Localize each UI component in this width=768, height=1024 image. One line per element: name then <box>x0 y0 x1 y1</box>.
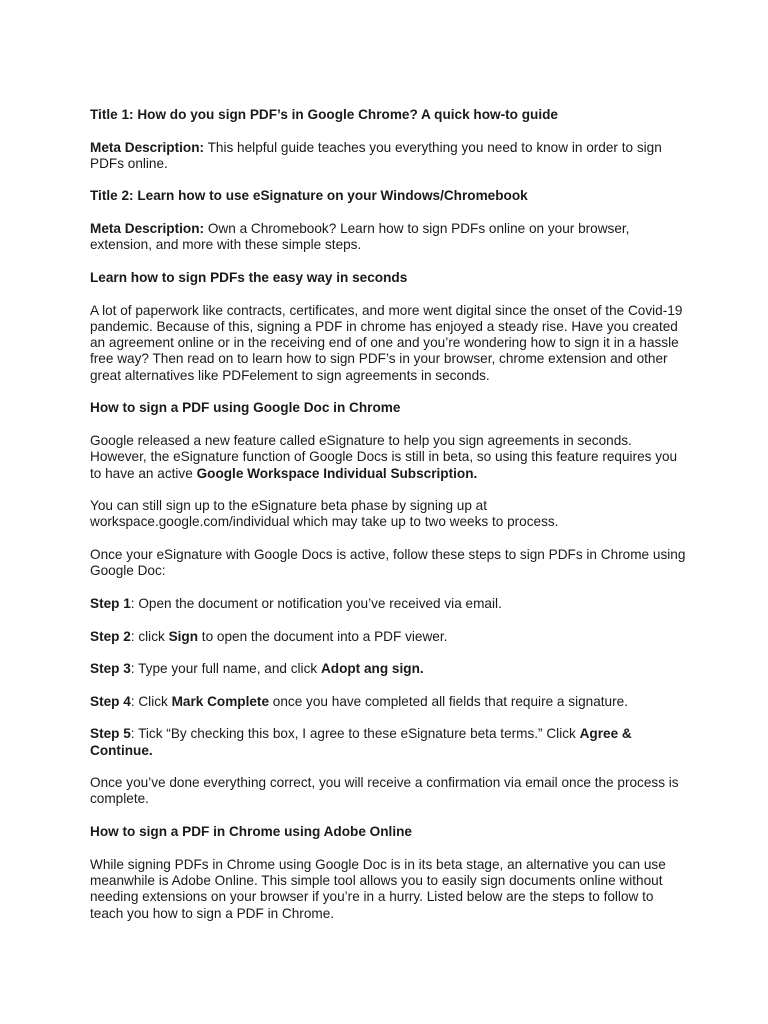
step-text: : Open the document or notification you’ve received via email. <box>130 595 502 611</box>
section-heading-intro: Learn how to sign PDFs the easy way in seconds <box>90 269 408 285</box>
confirmation-paragraph: Once you’ve done everything correct, you will receive a confirmation via email once the process is complete. <box>90 775 679 807</box>
title-1: Title 1: How do you sign PDF’s in Google Chrome? A quick how-to guide <box>90 107 558 122</box>
step-label: Step 5 <box>90 726 131 742</box>
step-3 <box>90 661 688 677</box>
step-text: : Tick “By checking this box, I agree to these eSignature beta terms.” Click <box>130 726 580 742</box>
step-2 <box>90 629 688 645</box>
meta-description-label: Meta Description: <box>90 139 205 155</box>
step-text: to open the document into a PDF viewer. <box>198 628 448 644</box>
step-emphasis: Sign <box>168 628 199 644</box>
meta-description-text: Own a Chromebook? Learn how to sign PDFs online on your browser, extension, and more with these simple steps. <box>90 221 630 253</box>
step-4 <box>90 694 688 710</box>
meta-description-text: This helpful guide teaches you everything you need to know in order to sign PDFs online. <box>90 139 662 171</box>
step-1 <box>90 596 688 612</box>
step-text: : click <box>130 628 169 644</box>
meta-description-1 <box>90 140 688 173</box>
step-label: Step 1 <box>90 595 131 611</box>
section-heading-adobe: How to sign a PDF in Chrome using Adobe Online <box>90 824 412 840</box>
meta-description-2 <box>90 221 688 254</box>
step-label: Step 4 <box>90 693 131 709</box>
google-doc-paragraph <box>90 433 688 482</box>
adobe-paragraph: While signing PDFs in Chrome using Google Doc is in its beta stage, an alternative you can use meanwhile is Adobe Online. This simple tool allows you to easily sign documents online without needing extensions on your browser if you’re in a hurry. Listed below are the steps to follow to teach you how to sign a PDF in Chrome. <box>90 856 666 921</box>
step-emphasis: Adopt ang sign. <box>320 661 424 677</box>
beta-signup-paragraph: You can still sign up to the eSignature beta phase by signing up at workspace.google.com/individual which may take up to two weeks to process. <box>90 498 559 530</box>
step-label: Step 2 <box>90 628 131 644</box>
intro-paragraph: A lot of paperwork like contracts, certificates, and more went digital since the onset of the Covid-19 pandemic. Because of this, signing a PDF in chrome has enjoyed a steady rise. Have you created an agreement online or in the receiving end of one and you’re wondering how to sign it in a hassle free way? Then read on to learn how to sign PDF’s in your browser, chrome extension and other great alternatives like PDFelement to sign agreements in seconds. <box>90 302 683 383</box>
step-label: Step 3 <box>90 661 131 677</box>
step-text: : Click <box>130 693 172 709</box>
step-emphasis: Agree & Continue. <box>90 726 632 758</box>
meta-description-label: Meta Description: <box>90 221 205 237</box>
step-emphasis: Mark Complete <box>171 693 270 709</box>
step-text: : Type your full name, and click <box>130 661 321 677</box>
section-heading-google-doc: How to sign a PDF using Google Doc in Chrome <box>90 400 401 416</box>
google-doc-paragraph-text: Google released a new feature called eSignature to help you sign agreements in seconds. However, the eSignature function of Google Docs is still in beta, so using this feature requires you to have an active <box>90 432 678 481</box>
subscription-name: Google Workspace Individual Subscription. <box>196 465 478 481</box>
steps-intro-paragraph: Once your eSignature with Google Docs is active, follow these steps to sign PDFs in Chrome using Google Doc: <box>90 547 686 579</box>
title-2: Title 2: Learn how to use eSignature on your Windows/Chromebook <box>90 188 528 204</box>
step-text: once you have completed all fields that require a signature. <box>269 693 628 709</box>
step-5 <box>90 726 688 759</box>
